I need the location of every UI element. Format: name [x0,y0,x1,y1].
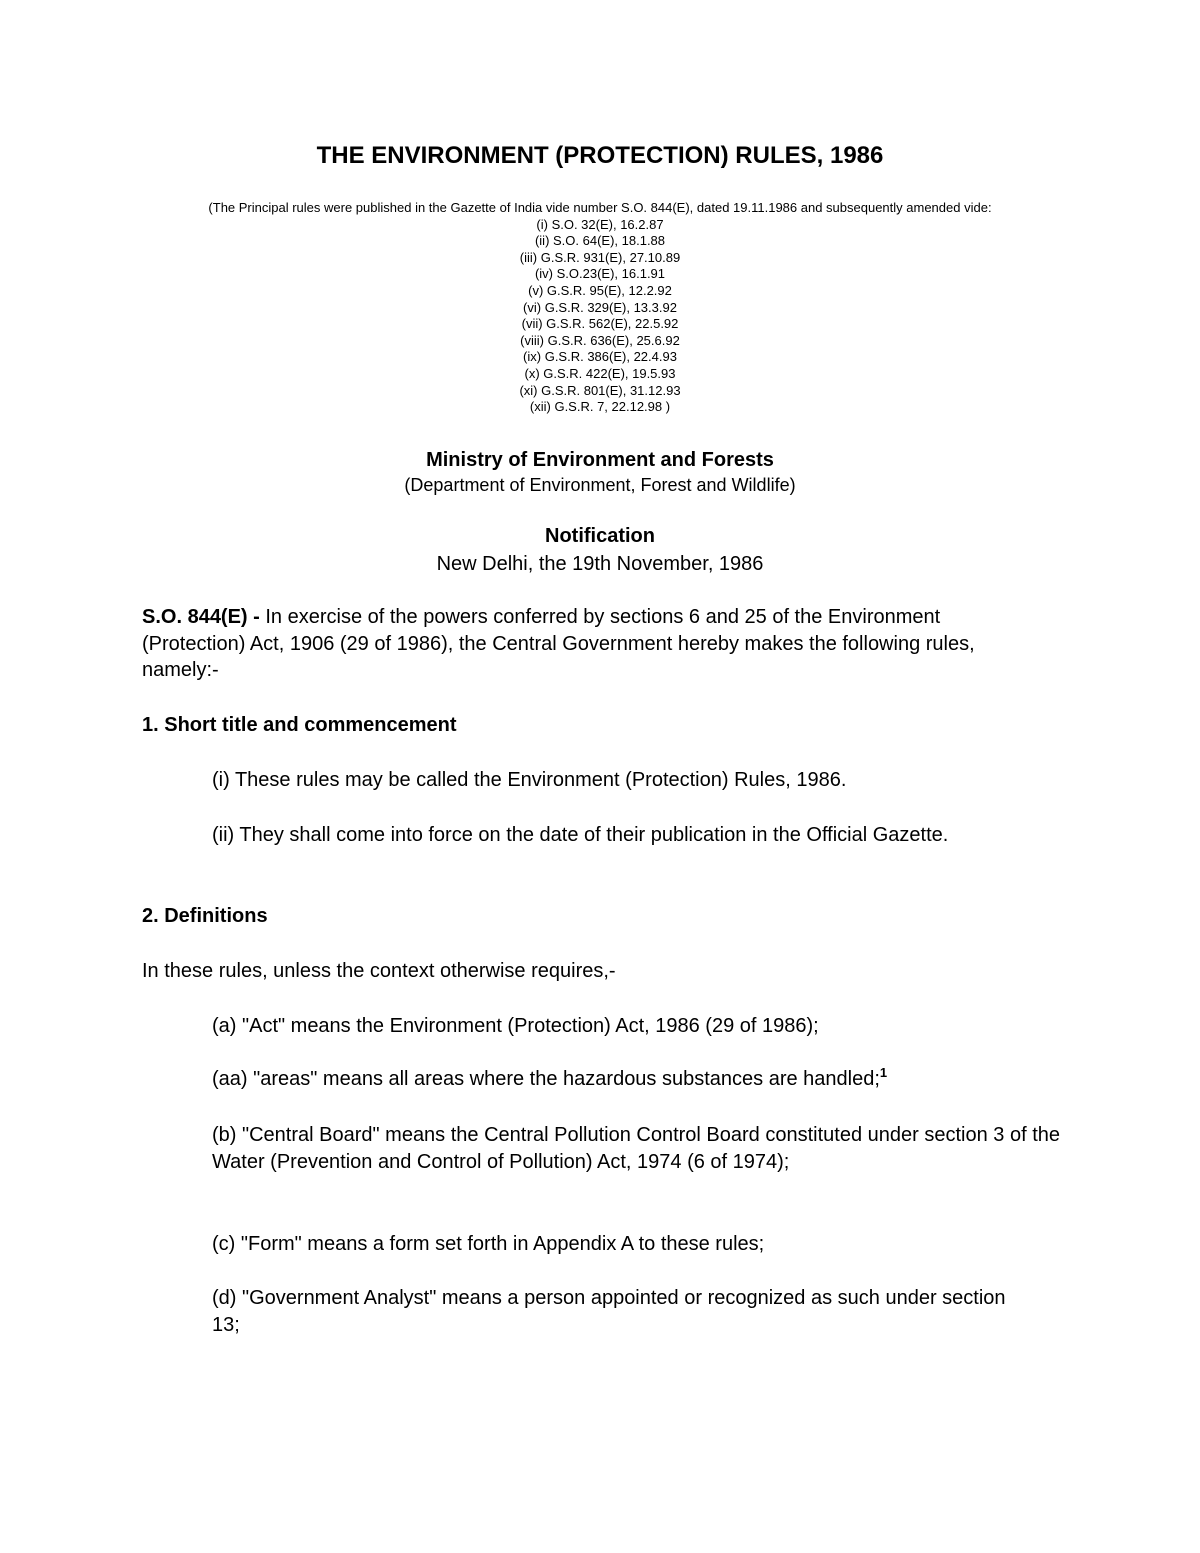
intro-paragraph [142,604,1022,684]
definition-b: (b) "Central Board" means the Central Pollution Control Board constituted under section 3 of the Water (Prevention and Control of Pollution) Act, 1974 (6 of 1974); [212,1124,1060,1173]
ministry-heading: Ministry of Environment and Forests [426,449,774,471]
definition-aa-text: (aa) "areas" means all areas where the hazardous substances are handled; [212,1068,880,1090]
amendment-item: (vii) G.S.R. 562(E), 22.5.92 [521,316,679,332]
amendment-item: (xii) G.S.R. 7, 22.12.98 ) [529,399,671,415]
amendment-item: (ii) S.O. 64(E), 18.1.88 [534,233,666,249]
amendment-item: (viii) G.S.R. 636(E), 25.6.92 [520,332,680,348]
amendment-item: (i) S.O. 32(E), 16.2.87 [536,216,664,232]
footnote-marker: 1 [879,1065,888,1080]
definition-a: (a) "Act" means the Environment (Protection) Act, 1986 (29 of 1986); [212,1015,819,1037]
amendment-item: (xi) G.S.R. 801(E), 31.12.93 [519,382,681,398]
section-1-item-ii: (ii) They shall come into force on the date of their publication in the Official Gazette. [212,824,949,846]
definition-aa [212,1066,1112,1093]
section-1-heading: 1. Short title and commencement [142,714,457,736]
definitions-intro: In these rules, unless the context otherwise requires,- [142,960,616,982]
dateline: New Delhi, the 19th November, 1986 [436,553,764,575]
amendment-item: (vi) G.S.R. 329(E), 13.3.92 [523,299,677,315]
amendment-item: (iv) S.O.23(E), 16.1.91 [534,266,666,282]
definition-d: (d) "Government Analyst" means a person appointed or recognized as such under section 13; [212,1287,1006,1336]
amendment-note: (The Principal rules were published in the Gazette of India vide number S.O. 844(E), dated 19.11.1986 and subsequently amended vide: [208,200,992,215]
amendment-item: (v) G.S.R. 95(E), 12.2.92 [528,282,672,298]
section-2-heading: 2. Definitions [142,905,268,927]
intro-text: In exercise of the powers conferred by sections 6 and 25 of the Environment (Protection) Act, 1906 (29 of 1986), the Central Government hereby makes the following rules, namely:- [142,606,975,681]
department-subheading: (Department of Environment, Forest and Wildlife) [404,475,796,495]
amendment-item: (ix) G.S.R. 386(E), 22.4.93 [523,349,677,365]
notification-heading: Notification [545,525,655,547]
amendment-item: (x) G.S.R. 422(E), 19.5.93 [524,365,676,381]
document-title: THE ENVIRONMENT (PROTECTION) RULES, 1986 [316,142,884,169]
amendment-list [0,200,1200,416]
intro-reference: S.O. 844(E) - [142,606,260,628]
amendment-item: (iii) G.S.R. 931(E), 27.10.89 [519,249,681,265]
section-1-item-i: (i) These rules may be called the Environment (Protection) Rules, 1986. [212,769,847,791]
definition-c: (c) "Form" means a form set forth in Appendix A to these rules; [212,1233,765,1255]
